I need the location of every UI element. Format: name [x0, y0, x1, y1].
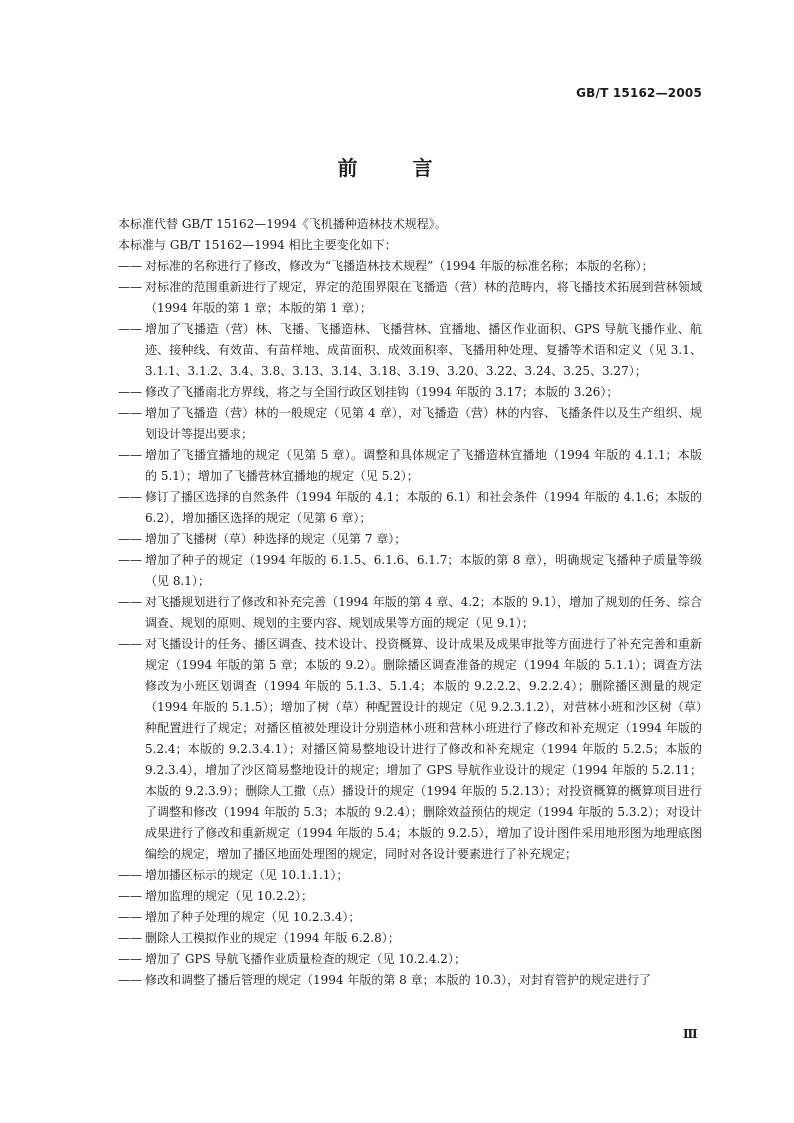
list-item: [118, 550, 702, 592]
list-item: [118, 970, 702, 991]
page-title: 前 言: [337, 156, 457, 180]
list-dash: ——: [118, 889, 142, 903]
list-dash: ——: [118, 385, 142, 399]
list-item-text: 对标准的范围重新进行了规定，界定的范围界限在飞播造（营）林的范畴内，将飞播技术拓展到营林领域（1994 年版的第 1 章；本版的第 1 章）；: [145, 280, 702, 315]
list-dash: ——: [118, 490, 142, 504]
list-item: [118, 886, 702, 907]
list-dash: ——: [118, 259, 142, 273]
list-dash: ——: [118, 931, 142, 945]
standard-code-header: GB/T 15162—2005: [576, 86, 702, 100]
list-dash: ——: [118, 448, 142, 462]
intro-line: 本标准代替 GB/T 15162—1994《飞机播种造林技术规程》。: [118, 217, 447, 231]
list-dash: ——: [118, 637, 142, 651]
list-dash: ——: [118, 532, 142, 546]
list-item: [118, 382, 702, 403]
list-dash: ——: [118, 973, 142, 987]
list-item-text: 增加监理的规定（见 10.2.2）；: [145, 889, 313, 903]
list-item-text: 增加了 GPS 导航飞播作业质量检查的规定（见 10.2.4.2）；: [145, 952, 466, 966]
list-item: [118, 277, 702, 319]
intro-line: 本标准与 GB/T 15162—1994 相比主要变化如下：: [118, 238, 397, 252]
foreword-body: [118, 214, 702, 991]
list-item-text: 修改了飞播南北方界线，将之与全国行政区划挂钩（1994 年版的 3.17；本版的 3.26）；: [145, 385, 619, 399]
list-item-text: 对飞播设计的任务、播区调查、技术设计、投资概算、设计成果及成果审批等方面进行了补充完善和重新规定（1994 年版的第 5 章；本版的 9.2）。删除播区调查准备的规定（1994 年版的 5.1.1）；调查方法修改为小班区划调查（1994 年版的 5.1.3、5.1.4；本版的 9.2.2.2、9.2.2.4）；删除播区测量的规定（1994 年版的 5.1.5）；增加了树（草）种配置设计的规定（见 9.2.3.1.2），对营林小班和沙区树（草）种配置进行了规定；对播区植被处理设计分别造林小班和营林小班进行了修改和补充规定（1994 年版的 5.2.4；本版的 9.2.3.4.1）；对播区简易整地设计进行了修改和补充规定（1994 年版的 5.2.5；本版的 9.2.3.4），增加了沙区简易整地设计的规定；增加了 GPS 导航作业设计的规定（1994 年版的 5.2.11；本版的 9.2.3.9）；删除人工撒（点）播设计的规定（1994 年版的 5.2.13）；对投资概算的概算项目进行了调整和修改（1994 年版的 5.3；本版的 9.2.4）；删除效益预估的规定（1994 年版的 5.3.2）；对设计成果进行了修改和重新规定（1994 年版的 5.4；本版的 9.2.5），增加了设计图件采用地形图为地理底图编绘的规定，增加了播区地面处理图的规定，同时对各设计要素进行了补充规定；: [145, 637, 702, 861]
list-item-text: 增加了飞播树（草）种选择的规定（见第 7 章）；: [145, 532, 407, 546]
list-item: [118, 634, 702, 865]
list-item: [118, 907, 702, 928]
list-dash: ——: [118, 280, 142, 294]
list-item: [118, 529, 702, 550]
list-item: [118, 865, 702, 886]
list-item-text: 删除人工模拟作业的规定（1994 年版 6.2.8）；: [145, 931, 400, 945]
list-item-text: 增加了飞播造（营）林的一般规定（见第 4 章），对飞播造（营）林的内容、飞播条件以及生产组织、规划设计等提出要求；: [145, 406, 702, 441]
list-dash: ——: [118, 406, 142, 420]
list-item-text: 增加了种子处理的规定（见 10.2.3.4）；: [145, 910, 361, 924]
list-item-text: 增加播区标示的规定（见 10.1.1.1）；: [145, 868, 349, 882]
list-dash: ——: [118, 595, 142, 609]
changes-list: [118, 256, 702, 991]
list-dash: ——: [118, 868, 142, 882]
list-item-text: 增加了种子的规定（1994 年版的 6.1.5、6.1.6、6.1.7；本版的第 8 章），明确规定飞播种子质量等级（见 8.1）；: [145, 553, 702, 588]
list-item: [118, 949, 702, 970]
list-item: [118, 487, 702, 529]
list-item-text: 对飞播规划进行了修改和补充完善（1994 年版的第 4 章、4.2；本版的 9.1），增加了规划的任务、综合调查、规划的原则、规划的主要内容、规划成果等方面的规定（见 9.1）；: [145, 595, 702, 630]
list-item: [118, 445, 702, 487]
list-item: [118, 592, 702, 634]
list-item: [118, 928, 702, 949]
list-item-text: 增加了飞播宜播地的规定（见第 5 章）。调整和具体规定了飞播造林宜播地（1994 年版的 4.1.1；本版的 5.1）；增加了飞播营林宜播地的规定（见 5.2）；: [145, 448, 702, 483]
list-dash: ——: [118, 952, 142, 966]
list-dash: ——: [118, 553, 142, 567]
list-item-text: 修改和调整了播后管理的规定（1994 年版的第 8 章；本版的 10.3），对封育管护的规定进行了: [145, 973, 652, 987]
list-item-text: 对标准的名称进行了修改，修改为“飞播造林技术规程”（1994 年版的标准名称；本版的名称）；: [145, 259, 654, 273]
list-item: [118, 319, 702, 382]
list-item: [118, 256, 702, 277]
list-dash: ——: [118, 322, 142, 336]
page-number: Ⅲ: [683, 1027, 698, 1041]
list-dash: ——: [118, 910, 142, 924]
list-item-text: 增加了飞播造（营）林、飞播、飞播造林、飞播营林、宜播地、播区作业面积、GPS 导航飞播作业、航迹、接种线、有效苗、有苗样地、成苗面积、成效面积率、飞播用种处理、复播等术语和定义（见 3.1、3.1.1、3.1.2、3.4、3.8、3.13、3.14、3.18、3.19、3.20、3.22、3.24、3.25、3.27）；: [145, 322, 702, 378]
list-item: [118, 403, 702, 445]
list-item-text: 修订了播区选择的自然条件（1994 年版的 4.1；本版的 6.1）和社会条件（1994 年版的 4.1.6；本版的 6.2），增加播区选择的规定（见第 6 章）；: [145, 490, 702, 525]
